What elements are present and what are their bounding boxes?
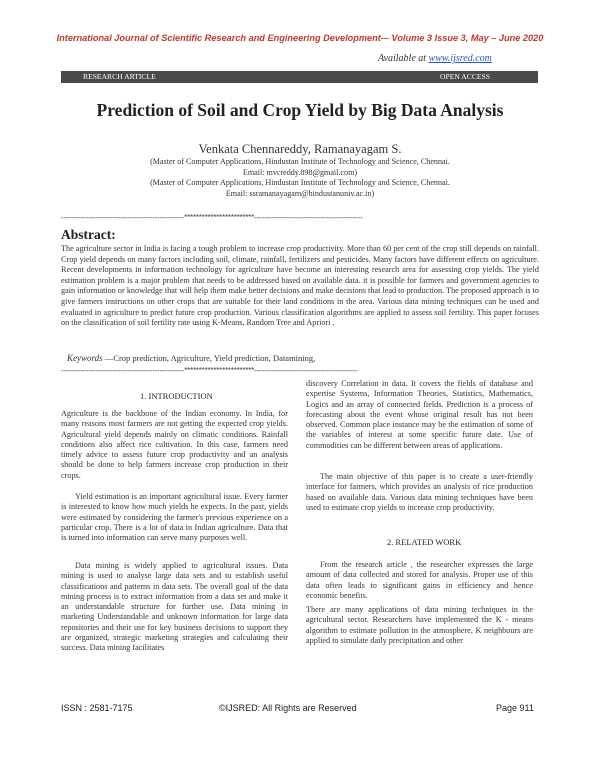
abstract-heading: Abstract: — [61, 227, 116, 242]
right-paragraph-1-text: discovery Correlation in data. It covers the fields of database and expertise Systems, Information Theories, Statistics, Mathematics, Logics and an array of connected fields. Prediction is a process of forecasting about the event whose original result has not been observed. Common place instance may be the estimation of some of the variables of interest at some specific future date. Use of commodities can be different between areas of applications. — [306, 379, 533, 450]
section-1-heading: 1. INTRODUCTION — [140, 391, 213, 401]
keywords-text: —Crop prediction, Agriculture, Yield prediction, Datamining, — [104, 353, 316, 363]
author-names: Venkata Chennareddy, Ramanayagam S. — [198, 142, 402, 156]
keywords-line — [67, 353, 315, 363]
affiliation-line-2: (Master of Computer Applications, Hindustan Institute of Technology and Science, Chennai. — [150, 178, 450, 187]
keywords-label: Keywords — [67, 353, 103, 363]
journal-header: International Journal of Scientific Research and Engineering Development-– Volume 3 Issue 3, May – June 2020 — [56, 33, 544, 43]
related-paragraph-2 — [306, 605, 533, 646]
intro-paragraph-3 — [61, 561, 288, 654]
availability-line — [378, 53, 492, 64]
article-banner — [61, 71, 538, 83]
separator-bottom: --------------------------------------------------************************------------------------------------------ — [61, 366, 358, 375]
article-type-label: RESEARCH ARTICLE — [83, 72, 156, 81]
abstract-text: The agriculture sector in India is facing a tough problem to increase crop productivity. More than 60 per cent of the crop still depends on rainfall. Crop yield depends on many factors including soil, climate, rainfall, fertilizers and pesticides. Many factors have different effects on agriculture. Recent developments in information technology for agriculture have become an interesting research area for assessing crop yields. The yield estimation problem is a major problem that needs to be addressed based on available data. it is possible for farmers and government agencies to gain information or knowledge that will help them make better decisions and make decisions that lead to production. The proposed approach is to give farmers instructions on other crops that are suitable for their land conditions in the area. Various data mining techniques can be used and evaluated in agriculture to predict future crop production. Various classification algorithms are applied to assess soil fertility. This paper focuses on the classification of soil fertility rate using K-Means, Random Tree and Apriori . — [61, 244, 539, 328]
affiliation-line-1: (Master of Computer Applications, Hindustan Institute of Technology and Science, Chennai. — [150, 157, 450, 166]
right-paragraph-2-text: The main objective of this paper is to create a user-friendly interface for farmers, which provides an analysis of rice production based on available data. Various data mining techniques have been used to estimate crop yields to increase crop productivity. — [306, 472, 533, 512]
section-2-heading: 2. RELATED WORK — [387, 537, 462, 547]
paper-title: Prediction of Soil and Crop Yield by Big Data Analysis — [96, 100, 504, 120]
related-paragraph-1 — [306, 560, 533, 601]
intro-paragraph-1 — [61, 409, 288, 481]
related-paragraph-2-text: There are many applications of data mining techniques in the agricultural sector. Researchers have implemented the K - means algorithm to estimate pollution in the atmosphere, K neighbours are applied to simulate daily precipitation and other — [306, 605, 533, 645]
footer-rights: ©IJSRED: All Rights are Reserved — [219, 703, 357, 713]
related-paragraph-1-text: From the research article , the researcher expresses the large amount of data collected and stored for analysis. Proper use of this data often leads to significant gains in efficiency and hence economic benefits. — [306, 560, 533, 600]
intro-paragraph-3-text: Data mining is widely applied to agricultural issues. Data mining is used to analyse large data sets and to establish useful classifications and patterns in data sets. The overall goal of the data mining process is to extract information from a data set and make it an understandable structure for further use. Data mining in marketing Understandable and unknown information for large data repositories and their use for key business decisions to support they are organized, strategic marketing strategies and calculating their success. Data mining facilitates — [61, 561, 288, 653]
email-line-1: Email: mvcreddy.898@gmail.com) — [242, 168, 358, 177]
separator-top: --------------------------------------------------************************-------------------------------------------- — [61, 213, 363, 222]
footer-page-number: Page 911 — [496, 703, 534, 713]
intro-paragraph-2 — [61, 492, 288, 543]
available-at-label: Available at — [378, 53, 427, 64]
right-paragraph-2 — [306, 472, 533, 513]
intro-paragraph-2-text: Yield estimation is an important agricultural issue. Every farmer is interested to know how much yields he expects. In the past, yields were estimated by considering the farmer's previous experience on a particular crop. There is a lot of data in Indian agriculture. Data that is turned into information can serve many purposes well. — [61, 492, 288, 543]
open-access-label: OPEN ACCESS — [439, 72, 490, 81]
footer-issn: ISSN : 2581-7175 — [61, 703, 133, 713]
email-line-2: Email: ssramanayagam@hindustanuniv.ac.in) — [225, 189, 375, 198]
right-paragraph-1 — [306, 379, 533, 451]
journal-url-link[interactable]: www.ijsred.com — [428, 53, 492, 64]
intro-paragraph-1-text: Agriculture is the backbone of the Indian economy. In India, for many reasons most farmers are not getting the expected crop yields. Agricultural yield depends mainly on climatic conditions. Rainfall conditions also affect rice cultivation. In this case, farmers need timely advice to assess future crop productivity and an analysis should be done to help farmers increase crop production in their crops. — [61, 409, 288, 480]
